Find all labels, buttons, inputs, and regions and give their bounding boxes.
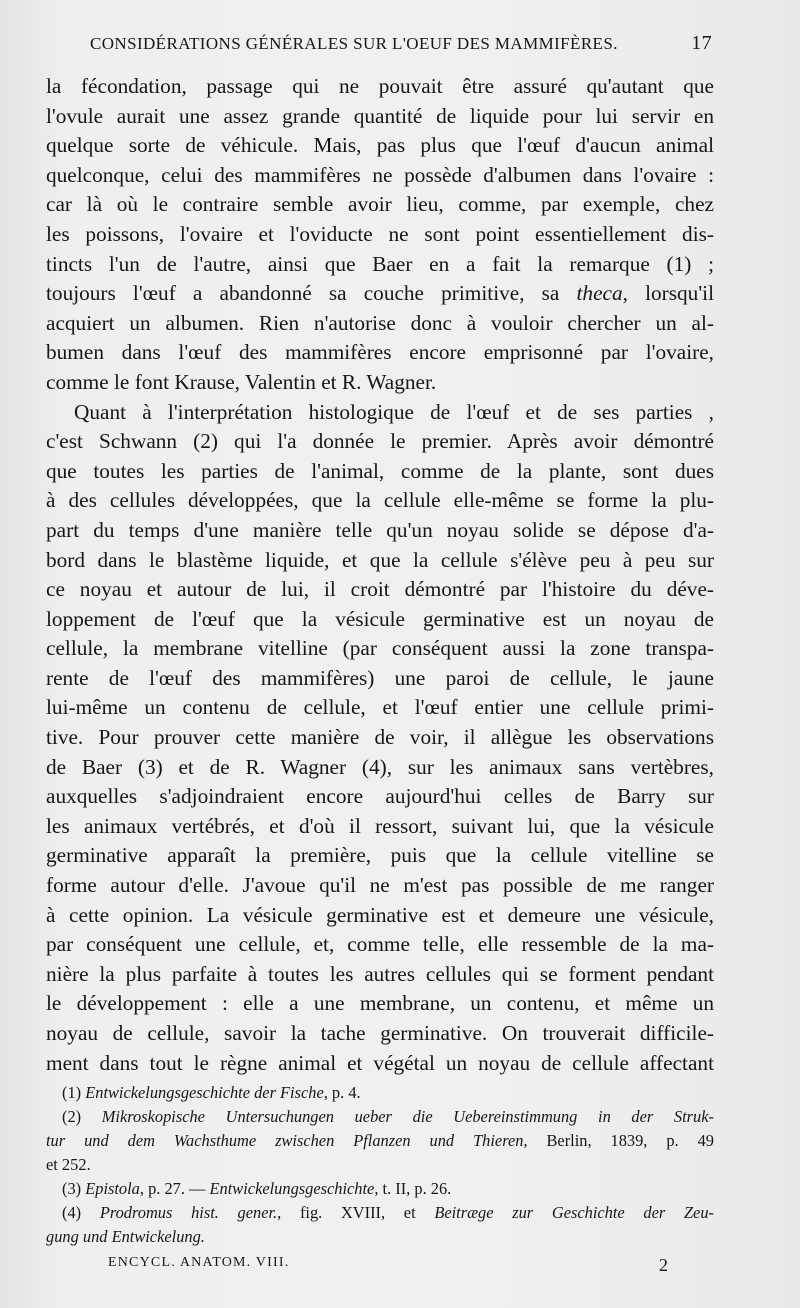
footnote-2 [46,1105,714,1129]
text-line: tincts l'un de l'autre, ainsi que Baer en a fait la remarque (1) ; [46,251,714,276]
text-line: Quant à l'interprétation histologique de l'œuf et de ses parties , [74,399,714,424]
text-line: les animaux vertébrés, et d'où il ressort, suivant lui, que la vésicule [46,813,714,838]
footnote-title: Entwickelungsgeschichte [209,1179,375,1198]
text-line: auxquelles s'adjoindraient encore aujourd'hui celles de Barry sur [46,784,714,809]
text-line: cellule, la membrane vitelline (par conséquent aussi la zone transpa- [46,636,714,661]
running-title: CONSIDÉRATIONS GÉNÉRALES SUR L'OEUF DES MAMMIFÈRES. [90,34,618,53]
signature-number: 2 [659,1255,668,1275]
text-line: les poissons, l'ovaire et l'oviducte ne sont point essentiellement dis- [46,221,714,246]
paragraph-2 [46,398,714,1079]
footnote-number: (1) [62,1083,82,1102]
running-header [90,32,712,55]
text-line: car là où le contraire semble avoir lieu, comme, par exemple, chez [46,192,714,217]
footnote-text: , p. 27. — [139,1179,206,1198]
text-line: bumen dans l'œuf des mammifères encore emprisonné par l'ovaire, [46,340,714,365]
footnote-title: Epistola [85,1179,140,1198]
text-segment: , lorsqu'il [622,281,714,306]
footnote-2-line-3: et 252. [46,1155,91,1174]
text-line: que toutes les parties de l'animal, comme de la plante, sont dues [46,458,714,483]
text-segment: toujours l'œuf a abandonné sa couche primitive, sa [46,281,560,306]
footnote-4 [46,1201,714,1225]
footnote-text: , Berlin, 1839, p. 49 [523,1131,714,1150]
text-line: ment dans tout le règne animal et végétal un noyau de cellule affectant [46,1050,714,1075]
footnotes [46,1081,714,1249]
signature-line [108,1255,668,1276]
footnote-2-line-2 [46,1129,714,1153]
footnote-number: (4) [62,1203,82,1222]
signature-mark: ENCYCL. ANATOM. VIII. [108,1255,290,1270]
text-line: à des cellules développées, que la cellule elle-même se forme la plu- [46,488,714,513]
text-line: part du temps d'une manière telle qu'un noyau solide se dépose d'a- [46,517,714,542]
text-line: par conséquent une cellule, et, comme telle, elle ressemble de la ma- [46,932,714,957]
page-number: 17 [691,32,712,54]
text-line: acquiert un albumen. Rien n'autorise donc à vouloir chercher un al- [46,310,714,335]
text-line: germinative apparaît la première, puis que la cellule vitelline se [46,843,714,868]
text-line: à cette opinion. La vésicule germinative est et demeure une vésicule, [46,902,714,927]
text-line: l'ovule aurait une assez grande quantité de liquide pour lui servir en [46,103,714,128]
footnote-3 [46,1177,714,1201]
footnote-title: gung und Entwickelung. [46,1227,205,1246]
text-line: loppement de l'œuf que la vésicule germinative est un noyau de [46,606,714,631]
text-line: ce noyau et autour de lui, il croit démontré par l'histoire du déve- [46,577,714,602]
text-line: quelconque, celui des mammifères ne possède d'albumen dans l'ovaire : [46,162,714,187]
text-line: de Baer (3) et de R. Wagner (4), sur les animaux sans vertèbres, [46,754,714,779]
footnote-number: (2) [62,1107,82,1126]
text-line: c'est Schwann (2) qui l'a donnée le premier. Après avoir démontré [46,429,714,454]
paragraph-1 [46,72,714,398]
italic-term: theca [576,281,623,306]
text-line: quelque sorte de véhicule. Mais, pas plus que l'œuf d'aucun animal [46,133,714,158]
footnote-title: Beitræge zur Geschichte der Zeu- [434,1203,714,1222]
footnote-4-line-2 [46,1225,714,1249]
footnote-1 [46,1081,714,1105]
footnote-title: Prodromus hist. gener. [99,1203,278,1222]
text-line: lui-même un contenu de cellule, et l'œuf entier une cellule primi- [46,695,714,720]
text-line: comme le font Krause, Valentin et R. Wagner. [46,369,437,394]
text-line: forme autour d'elle. J'avoue qu'il ne m'est pas possible de me ranger [46,873,714,898]
footnote-title: Mikroskopische Untersuchungen ueber die Uebereinstimmung in der Struk- [101,1107,714,1126]
text-line: bord dans le blastème liquide, et que la cellule s'élève peu à peu sur [46,547,714,572]
footnote-text: , fig. XVIII, et [277,1203,416,1222]
footnote-text: , p. 4. [323,1083,361,1102]
footnote-title: tur und dem Wachsthume zwischen Pflanzen und Thieren [46,1131,524,1150]
text-line: nière la plus parfaite à toutes les autres cellules qui se forment pendant [46,961,714,986]
text-line: la fécondation, passage qui ne pouvait être assuré qu'autant que [46,74,714,98]
text-line: noyau de cellule, savoir la tache germinative. On trouverait difficile- [46,1021,714,1045]
footnote-number: (3) [62,1179,82,1198]
text-line: le développement : elle a une membrane, un contenu, et même un [46,991,714,1016]
footnote-text: , t. II, p. 26. [374,1179,452,1198]
text-line: rente de l'œuf des mammifères) une paroi de cellule, le jaune [46,665,714,690]
text-line: tive. Pour prouver cette manière de voir, il allègue les observations [46,725,714,750]
text-line [46,279,714,309]
footnote-title: Entwickelungsgeschichte der Fische [85,1083,324,1102]
body-text [46,72,714,1078]
